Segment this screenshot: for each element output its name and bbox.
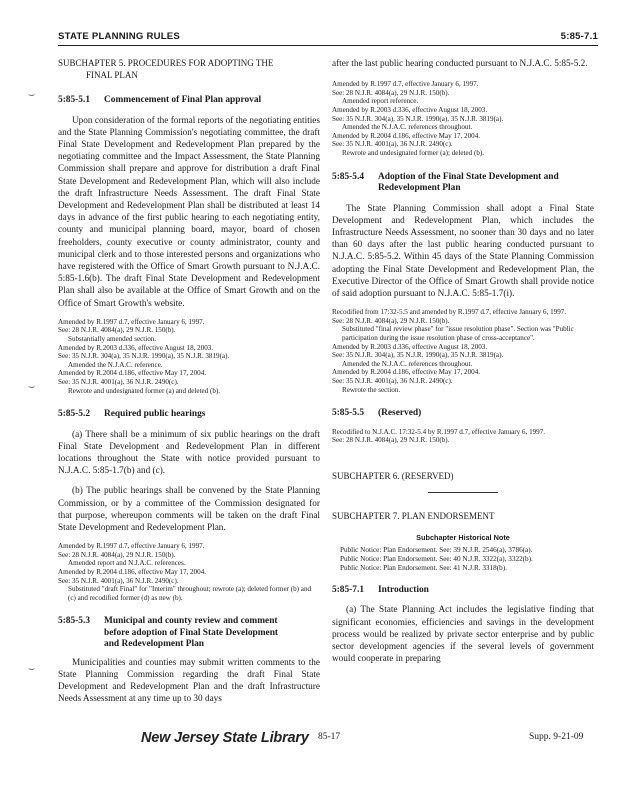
section-5-4-text: The State Planning Commission shall adopt a Final State Development and Redevelopment Plan, which includes the Infrastructure Needs Assessment, no sooner than 30 days and no later than 60 days after the last public hearing conducted pursuant to N.J.A.C. 5:85-5.2. Within 45 days of the State Planning Commission adopting the Final State Development and Redevelopment Plan, the Executive Director of the Office of Smart Growth shall provide notice of said adoption pursuant to N.J.A.C. 5:85-1.7(i). <box>332 203 594 299</box>
supplement-date: Supp. 9-21-09 <box>529 732 584 742</box>
margin-bracket-icon: ⌣ <box>28 662 36 675</box>
page-number: 85-17 <box>318 732 341 742</box>
page-footer <box>0 728 618 758</box>
section-5-3-continued: after the last public hearing conducted pursuant to N.J.A.C. 5:85-5.2. <box>332 59 588 69</box>
header-title: STATE PLANNING RULES <box>58 31 180 42</box>
section-5-4-history: Recodified from 17:32-5.5 and amended by R.1997 d.7, effective January 6, 1997. See: 28 N.J.R. 4084(a), 29 N.J.R. 150(b). Substituted "final review phase" for "issue resolution phase". Section was "Public participation during the issue resolution phase of cross-acceptance". Amended by R.2003 d.336, effective August 18, 2003. See: 35 N.J.R. 304(a), 35 N.J.R. 1990(a), 35 N.J.R. 3819(a). Amended the N.J.A.C. references throughout. Amended by R.2004 d.186, effective May 17, 2004. See: 35 N.J.R. 4001(a), 36 N.J.R. 2490(c). Rewrote the section. <box>332 308 574 394</box>
section-5-3-history: Amended by R.1997 d.7, effective January 6, 1997. See: 28 N.J.R. 4084(a), 29 N.J.R. 150(b). Amended report reference. Amended by R.2003 d.336, effective August 18, 2003. See: 35 N.J.R. 304(a), 35 N.J.R. 1990(a), 35 N.J.R. 3819(a). Amended the N.J.A.C. references throughout. Amended by R.2004 d.186, effective May 17, 2004. See: 35 N.J.R. 4001(a), 36 N.J.R. 2490(c). Rewrote and undesignated former (a); deleted (b). <box>332 80 504 157</box>
section-5-3-text: Municipalities and counties may submit written comments to the State Planning Commission regarding the draft Final State Development and Redevelopment Plan and the draft Infrastructure Needs Assessment at any time up to 30 days <box>58 657 320 705</box>
section-5-2-history: Amended by R.1997 d.7, effective January 6, 1997. See: 28 N.J.R. 4084(a), 29 N.J.R. 150(b). Amended report and N.J.A.C. references. Amended by R.2004 d.186, effective May 17, 2004. See: 35 N.J.R. 4001(a), 36 N.J.R. 2490(c). Substituted "draft Final" for "Interim" throughout; rewrote (a); deleted former (b) and (c) and recodified former (d) as new (b). <box>58 542 312 602</box>
header-section: 5:85-7.1 <box>560 31 598 42</box>
section-7-1-heading: 5:85-7.1 Introduction <box>332 584 429 595</box>
subchapter-6-heading: SUBCHAPTER 6. (RESERVED) <box>332 470 454 481</box>
section-5-2-heading: 5:85-5.2 Required public hearings <box>58 409 206 420</box>
running-header <box>58 31 598 47</box>
section-5-4-heading: 5:85-5.4 Adoption of the Final State Development and Redevelopment Plan <box>332 171 559 194</box>
margin-bracket-icon: ⌣ <box>28 380 36 393</box>
historical-note-title: Subchapter Historical Note <box>416 532 510 542</box>
section-5-2-a: (a) There shall be a minimum of six public hearings on the draft Final State Development and Redevelopment Plan in different locations throughout the State with notice provided pursuant to N.J.A.C. 5:85-1.7(b) and (c). <box>58 429 320 477</box>
section-5-1-text: Upon consideration of the formal reports of the negotiating entities and the State Planning Commission's negotiating committee, the draft Final State Development and Redevelopment Plan prepared by the negotiating committee and the Impact Assessment, the State Planning Commission shall prepare and approve for distribution a draft Final State Development and Redevelopment Plan, which will also include the draft Infrastructure Needs Assessment. The draft Final State Development and Redevelopment Plan shall be distributed at least 14 days in advance of the first public hearing to each negotiating entity, county and municipal planning board, mayor, board of chosen freeholders, county executive or county administrator, county and municipal clerk and to those interested persons and organizations who have registered with the Office of Smart Growth pursuant to N.J.A.C. 5:85-1.6(b). The draft Final State Development and Redevelopment Plan shall also be available at the Office of Smart Growth and on the Office of Smart Growth's website. <box>58 115 320 309</box>
section-7-1-text: (a) The State Planning Act includes the legislative finding that significant economies, efficiencies and savings in the development process would be realized by private sector enterprise and by public sector development agencies if the several levels of government would cooperate in preparing <box>332 605 594 665</box>
right-column <box>332 58 594 665</box>
section-5-3-heading: 5:85-5.3 Municipal and county review and comment before adoption of Final State Development and Redevelopment Plan <box>58 616 279 650</box>
subchapter-5-heading: SUBCHAPTER 5. PROCEDURES FOR ADOPTING THE FINAL PLAN <box>58 58 274 80</box>
library-stamp: New Jersey State Library <box>141 730 309 746</box>
section-5-5-history: Recodified to N.J.A.C. 17:32-5.4 by R.1997 d.7, effective January 6, 1997. See: 28 N.J.R. 4084(a), 29 N.J.R. 150(b). <box>332 427 546 445</box>
section-5-1-history: Amended by R.1997 d.7, effective January 6, 1997. See: 28 N.J.R. 4084(a), 29 N.J.R. 150(b). Substantially amended section. Amended by R.2003 d.336, effective August 18, 2003. See: 35 N.J.R. 304(a), 35 N.J.R. 1990(a), 35 N.J.R. 3819(a). Amended the N.J.A.C. reference. Amended by R.2004 d.186, effective May 17, 2004. See: 35 N.J.R. 4001(a), 36 N.J.R. 2490(c). Rewrote and undesignated former (a) and deleted (b). <box>58 317 230 395</box>
left-column <box>58 58 320 706</box>
historical-note-list: Public Notice: Plan Endorsement. See: 39 N.J.R. 2546(a), 3786(a). Public Notice: Plan Endorsement. See: 40 N.J.R. 3322(a), 3322(b). Public Notice: Plan Endorsement. See: 41 N.J.R. 3318(b). <box>340 545 533 572</box>
margin-bracket-icon: ⌣ <box>28 88 36 101</box>
section-5-5-heading: 5:85-5.5 (Reserved) <box>332 408 422 419</box>
section-5-2-b: (b) The public hearings shall be convened by the State Planning Commission, or by a committee of the Commission designated for that purpose, whereupon comments will be taken on the draft Final State Development and Redevelopment Plan. <box>58 486 320 534</box>
section-5-1-heading: 5:85-5.1 Commencement of Final Plan approval <box>58 95 262 105</box>
header-rule <box>58 45 598 46</box>
subchapter-7-heading: SUBCHAPTER 7. PLAN ENDORSEMENT <box>332 511 495 522</box>
